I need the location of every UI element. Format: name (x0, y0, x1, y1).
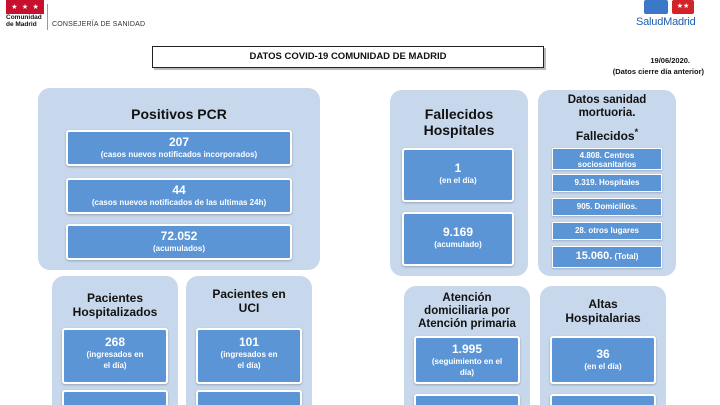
uci-box (196, 328, 302, 384)
mortuoria-item-sociosanitarios: 4.808. Centros sociosanitarios (552, 148, 662, 170)
altas-box (550, 336, 656, 384)
uci-label-line2: el día) (237, 361, 261, 370)
atencion-panel (404, 286, 530, 405)
hospitalizados-title: Pacientes Hospitalizados (72, 291, 158, 319)
fallecidos-day-value: 1 (454, 161, 462, 175)
pcr-new-24h-label: (casos nuevos notificados de las ultimas 24h) (91, 198, 267, 207)
mortuoria-item-hospitales: 9.319. Hospitales (552, 174, 662, 192)
comunidad-madrid-name: Comunidad de Madrid (6, 14, 42, 28)
pcr-accumulated-value: 72.052 (160, 229, 198, 243)
report-date: 19/06/2020. (650, 56, 690, 65)
uci-panel (186, 276, 312, 405)
uci-label-line1: (ingresados en (220, 350, 278, 359)
uci-box-2 (196, 390, 302, 405)
hospitalizados-panel (52, 276, 178, 405)
fallecidos-day-label: (en el día) (439, 176, 477, 185)
atencion-label-line1: (seguimiento en el (431, 357, 503, 366)
fallecidos-accum-label: (acumulado) (434, 240, 482, 249)
atencion-label-line2: día) (459, 368, 475, 377)
mortuoria-item-domicilios: 905. Domicilios. (552, 198, 662, 216)
fallecidos-day-box (402, 148, 514, 202)
hospitalizados-box (62, 328, 168, 384)
pcr-panel (38, 88, 320, 270)
fallecidos-accum-value: 9.169 (442, 225, 474, 239)
uci-value: 101 (238, 335, 260, 349)
mortuoria-subtitle: Fallecidos* (575, 127, 639, 143)
hospitalizados-value: 268 (104, 335, 126, 349)
mortuoria-panel (538, 90, 676, 276)
pcr-new-24h-value: 44 (172, 183, 186, 197)
fallecidos-accum-box (402, 212, 514, 266)
pcr-accumulated-box (66, 224, 292, 260)
fallecidos-hosp-title: Fallecidos Hospitales (423, 106, 495, 139)
atencion-title: Atención domiciliaria por Atención primaria (418, 292, 516, 331)
mortuoria-total (552, 246, 662, 268)
mortuoria-total-label: (Total) (614, 252, 639, 261)
pcr-new-incorporated-label: (casos nuevos notificados incorporados) (100, 150, 258, 159)
altas-label: (en el día) (584, 362, 622, 371)
header-divider (47, 4, 48, 30)
hospitalizados-label-line1: (ingresados en (86, 350, 144, 359)
mortuoria-title: Datos sanidad mortuoria. (567, 94, 647, 120)
pcr-new-incorporated-box (66, 130, 292, 166)
report-date-note: (Datos cierre día anterior) (612, 67, 704, 76)
hospitalizados-label-line2: el día) (103, 361, 127, 370)
consejeria-label: CONSEJERÍA DE SANIDAD (52, 21, 146, 28)
page-title: DATOS COVID-19 COMUNIDAD DE MADRID (152, 46, 544, 68)
comunidad-madrid-logo (6, 0, 44, 30)
uci-title: Pacientes en UCI (212, 287, 286, 315)
salud-madrid-text: SaludMadrid (636, 16, 696, 28)
altas-panel (540, 286, 666, 405)
altas-value: 36 (596, 347, 610, 361)
pcr-title: Positivos PCR (131, 106, 227, 122)
pcr-new-24h-box (66, 178, 292, 214)
fallecidos-hosp-panel (390, 90, 528, 276)
atencion-box-2 (414, 394, 520, 405)
hospitalizados-box-2 (62, 390, 168, 405)
pcr-new-incorporated-value: 207 (168, 135, 190, 149)
salud-madrid-logo (636, 0, 706, 32)
mortuoria-total-value: 15.060. (575, 250, 613, 262)
salud-madrid-mark-icon: ★★ (636, 0, 702, 16)
altas-title: Altas Hospitalarias (565, 297, 641, 325)
header (0, 0, 720, 36)
altas-box-2 (550, 394, 656, 405)
mortuoria-item-otros: 28. otros lugares (552, 222, 662, 240)
mortuoria-asterisk: * (634, 127, 639, 137)
pcr-accumulated-label: (acumulados) (152, 244, 205, 253)
star-icon: ★ ★ ★ (6, 0, 44, 14)
atencion-value: 1.995 (451, 342, 483, 356)
atencion-box (414, 336, 520, 384)
